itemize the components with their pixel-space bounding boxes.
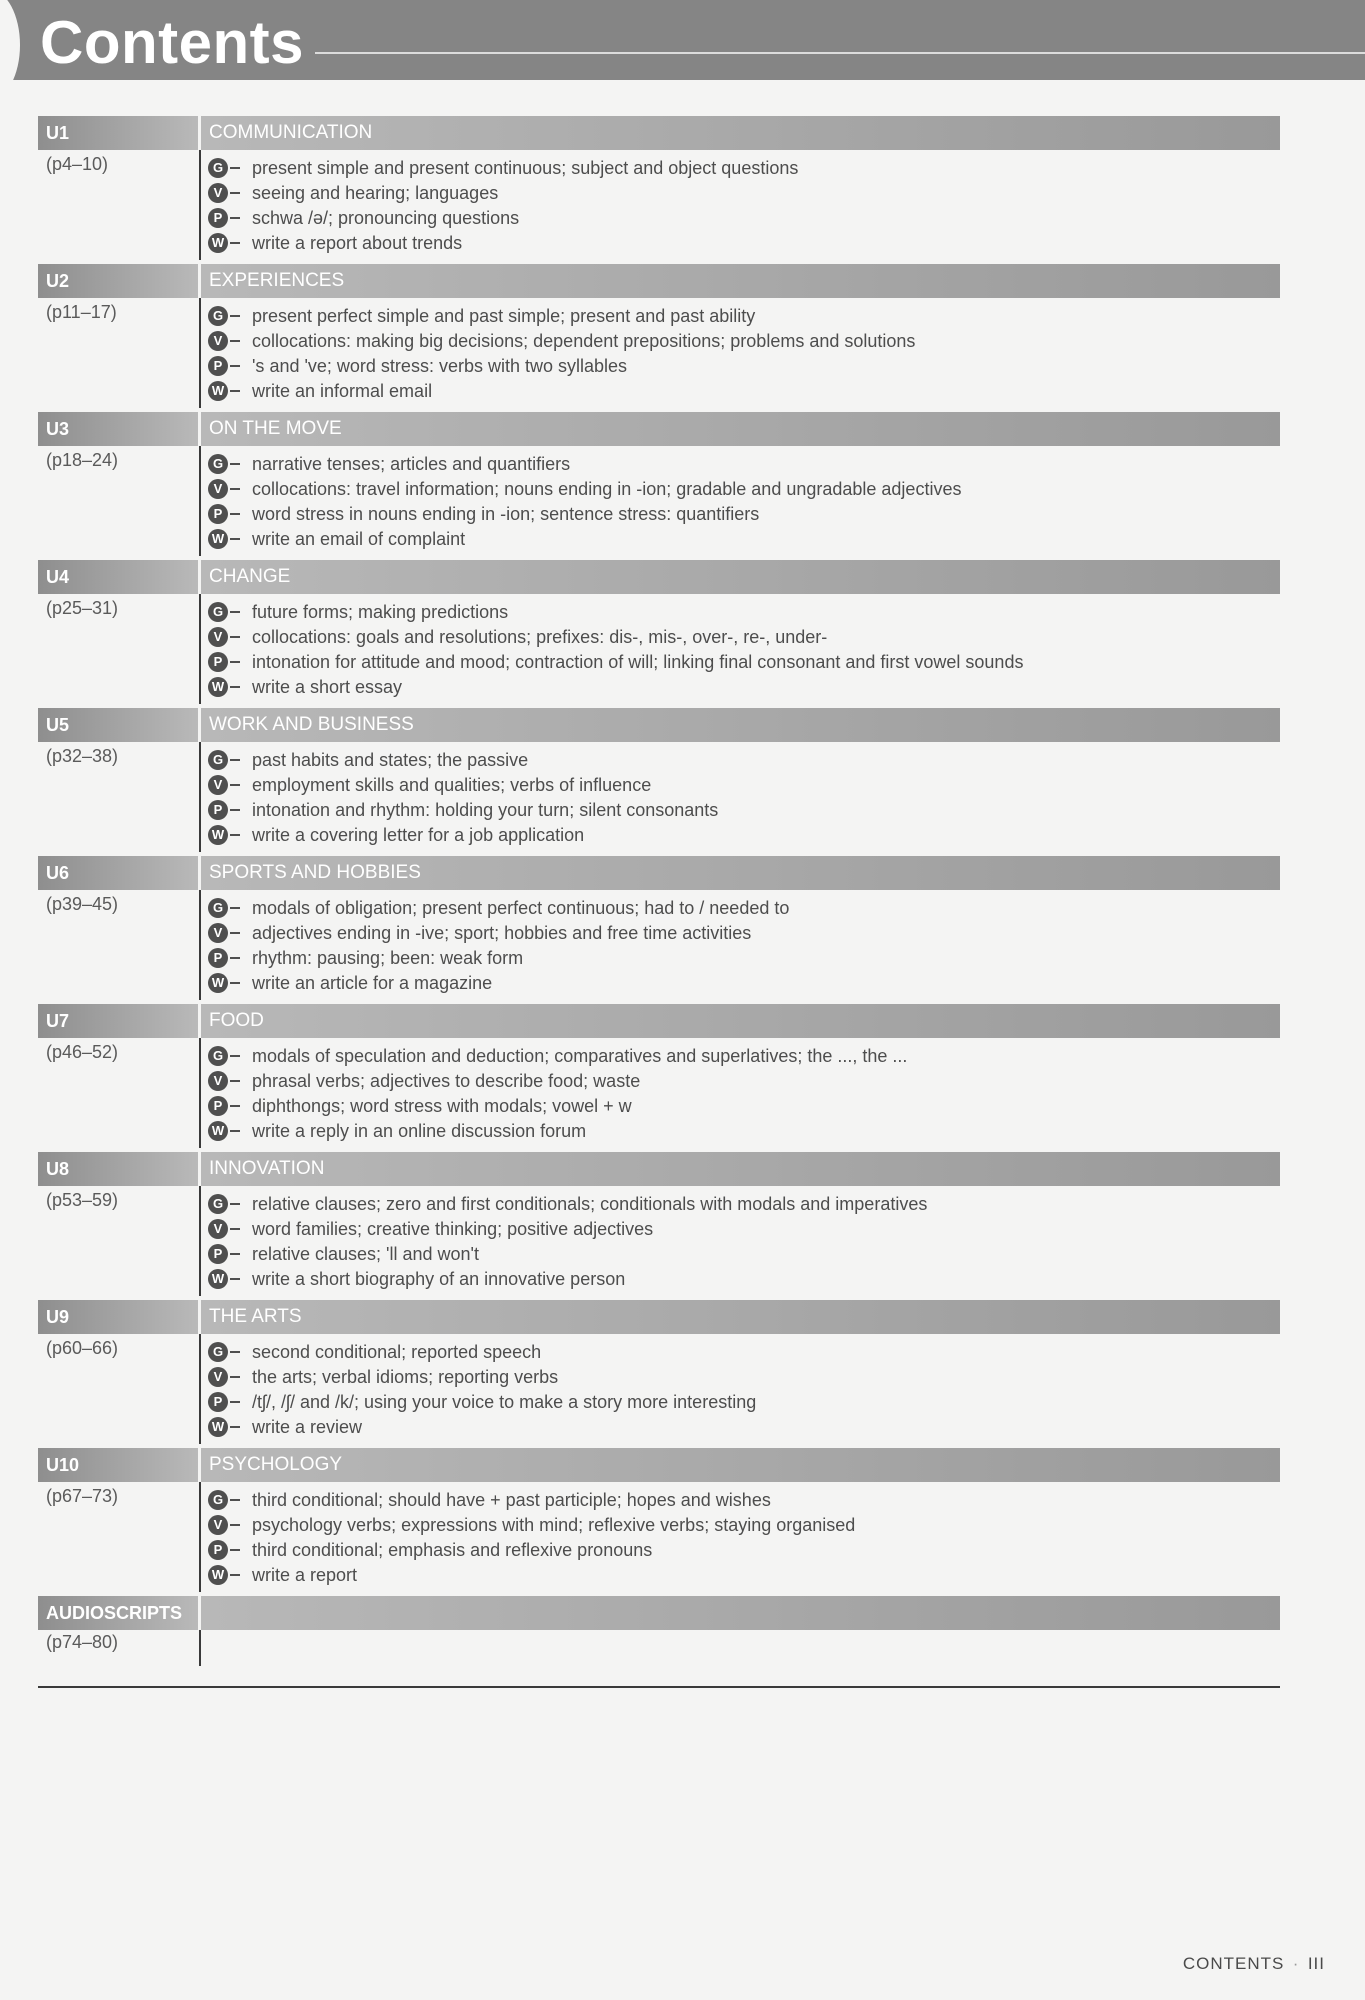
- unit-item: [208, 329, 915, 354]
- unit-pages: (p67–73): [46, 1486, 119, 1506]
- item-text: schwa /ə/; pronouncing questions: [252, 208, 520, 228]
- item-dash: [230, 340, 240, 342]
- unit-item: [208, 600, 1023, 625]
- unit-items: [208, 896, 789, 996]
- unit-items: [208, 748, 718, 848]
- contents-table: [38, 116, 1280, 1666]
- pronunciation-badge-icon: P: [208, 1096, 228, 1116]
- unit-divider: [199, 150, 201, 260]
- item-text: collocations: making big decisions; dependent prepositions; problems and solutions: [252, 331, 916, 351]
- writing-badge-icon: W: [208, 529, 228, 549]
- item-dash: [230, 1130, 240, 1132]
- item-text: word stress in nouns ending in -ion; sentence stress: quantifiers: [252, 504, 760, 524]
- grammar-badge-icon: G: [208, 1342, 228, 1362]
- item-text: diphthongs; word stress with modals; vowel + w: [252, 1096, 632, 1116]
- grammar-badge-icon: G: [208, 454, 228, 474]
- item-text: modals of speculation and deduction; comparatives and superlatives; the ..., the ...: [252, 1046, 908, 1066]
- unit-divider: [199, 446, 201, 556]
- writing-badge-icon: W: [208, 381, 228, 401]
- unit-items: [208, 1044, 907, 1144]
- unit-section: [38, 264, 1280, 412]
- pronunciation-badge-icon: P: [208, 948, 228, 968]
- grammar-badge-icon: G: [208, 1046, 228, 1066]
- item-text: write a report: [252, 1565, 358, 1585]
- item-dash: [230, 538, 240, 540]
- unit-item: [208, 625, 1023, 650]
- unit-section: [38, 1152, 1280, 1300]
- unit-code: U8: [38, 1152, 198, 1186]
- item-dash: [230, 982, 240, 984]
- unit-item: [208, 206, 798, 231]
- unit-title: PSYCHOLOGY: [201, 1448, 1280, 1482]
- unit-pages: (p32–38): [46, 746, 119, 766]
- item-dash: [230, 242, 240, 244]
- item-dash: [230, 513, 240, 515]
- unit-code: U3: [38, 412, 198, 446]
- unit-item: [208, 1488, 855, 1513]
- pronunciation-badge-icon: P: [208, 1244, 228, 1264]
- item-dash: [230, 907, 240, 909]
- item-dash: [230, 932, 240, 934]
- unit-item: [208, 1094, 907, 1119]
- item-text: write a short biography of an innovative person: [252, 1269, 626, 1289]
- pronunciation-badge-icon: P: [208, 356, 228, 376]
- writing-badge-icon: W: [208, 1269, 228, 1289]
- grammar-badge-icon: G: [208, 898, 228, 918]
- unit-title: ON THE MOVE: [201, 412, 1280, 446]
- item-text: write an informal email: [252, 381, 433, 401]
- item-text: write a covering letter for a job application: [252, 825, 585, 845]
- item-dash: [230, 1228, 240, 1230]
- grammar-badge-icon: G: [208, 750, 228, 770]
- item-dash: [230, 784, 240, 786]
- item-dash: [230, 167, 240, 169]
- item-text: psychology verbs; expressions with mind; reflexive verbs; staying organised: [252, 1515, 856, 1535]
- item-dash: [230, 192, 240, 194]
- item-dash: [230, 365, 240, 367]
- item-dash: [230, 1105, 240, 1107]
- unit-section: [38, 1300, 1280, 1448]
- item-dash: [230, 390, 240, 392]
- unit-code: U10: [38, 1448, 198, 1482]
- unit-item: [208, 527, 961, 552]
- vocabulary-badge-icon: V: [208, 479, 228, 499]
- footer-label: CONTENTS: [1182, 1954, 1285, 1973]
- unit-items: [208, 1488, 855, 1588]
- unit-item: [208, 650, 1023, 675]
- unit-item: [208, 1242, 927, 1267]
- unit-item: [208, 354, 915, 379]
- unit-section: [38, 708, 1280, 856]
- item-text: relative clauses; zero and first conditionals; conditionals with modals and imperatives: [252, 1194, 928, 1214]
- unit-item: [208, 1119, 907, 1144]
- unit-item: [208, 1217, 927, 1242]
- unit-title: FOOD: [201, 1004, 1280, 1038]
- unit-divider: [199, 594, 201, 704]
- unit-item: [208, 1069, 907, 1094]
- writing-badge-icon: W: [208, 1565, 228, 1585]
- writing-badge-icon: W: [208, 973, 228, 993]
- pronunciation-badge-icon: P: [208, 1540, 228, 1560]
- unit-pages: (p46–52): [46, 1042, 119, 1062]
- item-text: write a report about trends: [252, 233, 463, 253]
- unit-item: [208, 1513, 855, 1538]
- header-rule: [315, 52, 1365, 54]
- item-dash: [230, 1203, 240, 1205]
- writing-badge-icon: W: [208, 1417, 228, 1437]
- item-dash: [230, 636, 240, 638]
- item-text: word families; creative thinking; positive adjectives: [252, 1219, 654, 1239]
- item-dash: [230, 957, 240, 959]
- page-footer: [1183, 1954, 1325, 1974]
- grammar-badge-icon: G: [208, 158, 228, 178]
- unit-item: [208, 156, 798, 181]
- item-dash: [230, 834, 240, 836]
- unit-items: [208, 600, 1023, 700]
- unit-divider: [199, 742, 201, 852]
- item-text: past habits and states; the passive: [252, 750, 529, 770]
- item-text: modals of obligation; present perfect continuous; had to / needed to: [252, 898, 790, 918]
- pronunciation-badge-icon: P: [208, 652, 228, 672]
- item-text: narrative tenses; articles and quantifiers: [252, 454, 571, 474]
- unit-item: [208, 181, 798, 206]
- unit-code: U1: [38, 116, 198, 150]
- page-number: III: [1307, 1954, 1325, 1973]
- unit-section: [38, 1448, 1280, 1596]
- unit-items: [208, 452, 961, 552]
- unit-item: [208, 971, 789, 996]
- unit-item: [208, 452, 961, 477]
- item-dash: [230, 1426, 240, 1428]
- unit-section: [38, 116, 1280, 264]
- item-text: intonation for attitude and mood; contraction of will; linking final consonant and first vowel sounds: [252, 652, 1024, 672]
- unit-item: [208, 231, 798, 256]
- unit-pages: (p53–59): [46, 1190, 119, 1210]
- unit-item: [208, 1538, 855, 1563]
- unit-item: [208, 896, 789, 921]
- pronunciation-badge-icon: P: [208, 1392, 228, 1412]
- item-text: write a short essay: [252, 677, 403, 697]
- unit-divider: [199, 1038, 201, 1148]
- vocabulary-badge-icon: V: [208, 627, 228, 647]
- unit-pages: (p4–10): [46, 154, 109, 174]
- unit-pages: (p25–31): [46, 598, 119, 618]
- unit-item: [208, 748, 718, 773]
- unit-item: [208, 1563, 855, 1588]
- writing-badge-icon: W: [208, 233, 228, 253]
- unit-item: [208, 304, 915, 329]
- unit-pages: (p11–17): [46, 302, 117, 322]
- item-text: collocations: travel information; nouns ending in -ion; gradable and ungradable adjectives: [252, 479, 962, 499]
- item-text: future forms; making predictions: [252, 602, 509, 622]
- grammar-badge-icon: G: [208, 1490, 228, 1510]
- unit-title: WORK AND BUSINESS: [201, 708, 1280, 742]
- pronunciation-badge-icon: P: [208, 208, 228, 228]
- unit-item: [208, 921, 789, 946]
- unit-items: [208, 1340, 756, 1440]
- item-text: intonation and rhythm: holding your turn; silent consonants: [252, 800, 719, 820]
- unit-item: [208, 1044, 907, 1069]
- writing-badge-icon: W: [208, 825, 228, 845]
- grammar-badge-icon: G: [208, 306, 228, 326]
- grammar-badge-icon: G: [208, 602, 228, 622]
- unit-item: [208, 798, 718, 823]
- unit-item: [208, 946, 789, 971]
- item-dash: [230, 1055, 240, 1057]
- pronunciation-badge-icon: P: [208, 504, 228, 524]
- unit-item: [208, 477, 961, 502]
- writing-badge-icon: W: [208, 1121, 228, 1141]
- item-dash: [230, 661, 240, 663]
- item-text: /tʃ/, /ʃ/ and /k/; using your voice to make a story more interesting: [252, 1392, 757, 1412]
- item-dash: [230, 809, 240, 811]
- item-dash: [230, 1278, 240, 1280]
- unit-divider: [199, 1186, 201, 1296]
- unit-items: [208, 1192, 927, 1292]
- item-dash: [230, 488, 240, 490]
- unit-items: [208, 156, 798, 256]
- unit-item: [208, 773, 718, 798]
- header-curve-decoration: [0, 0, 20, 100]
- unit-section: [38, 412, 1280, 560]
- unit-item: [208, 823, 718, 848]
- item-dash: [230, 686, 240, 688]
- item-text: write an email of complaint: [252, 529, 466, 549]
- page-header: [0, 0, 1365, 80]
- item-dash: [230, 217, 240, 219]
- item-dash: [230, 1351, 240, 1353]
- unit-divider: [199, 1334, 201, 1444]
- item-text: rhythm: pausing; been: weak form: [252, 948, 524, 968]
- unit-title: COMMUNICATION: [201, 116, 1280, 150]
- unit-item: [208, 675, 1023, 700]
- audioscripts-section: [38, 1596, 1280, 1666]
- unit-item: [208, 1192, 927, 1217]
- item-dash: [230, 1574, 240, 1576]
- item-dash: [230, 1253, 240, 1255]
- unit-divider: [199, 1482, 201, 1592]
- unit-divider: [199, 890, 201, 1000]
- unit-code: U5: [38, 708, 198, 742]
- item-text: second conditional; reported speech: [252, 1342, 542, 1362]
- writing-badge-icon: W: [208, 677, 228, 697]
- vocabulary-badge-icon: V: [208, 1219, 228, 1239]
- unit-item: [208, 1415, 756, 1440]
- item-text: write a review: [252, 1417, 363, 1437]
- page-title: Contents: [40, 9, 304, 76]
- vocabulary-badge-icon: V: [208, 1071, 228, 1091]
- audioscripts-bar: [201, 1596, 1280, 1630]
- item-dash: [230, 759, 240, 761]
- item-text: write a reply in an online discussion forum: [252, 1121, 587, 1141]
- pronunciation-badge-icon: P: [208, 800, 228, 820]
- unit-pages: (p18–24): [46, 450, 119, 470]
- unit-section: [38, 560, 1280, 708]
- vocabulary-badge-icon: V: [208, 183, 228, 203]
- item-text: phrasal verbs; adjectives to describe food; waste: [252, 1071, 641, 1091]
- item-text: collocations: goals and resolutions; prefixes: dis-, mis-, over-, re-, under-: [252, 627, 828, 647]
- audioscripts-code: AUDIOSCRIPTS: [38, 1596, 198, 1630]
- item-text: third conditional; emphasis and reflexive pronouns: [252, 1540, 653, 1560]
- unit-pages: (p60–66): [46, 1338, 119, 1358]
- unit-section: [38, 856, 1280, 1004]
- vocabulary-badge-icon: V: [208, 1515, 228, 1535]
- grammar-badge-icon: G: [208, 1194, 228, 1214]
- item-dash: [230, 1499, 240, 1501]
- vocabulary-badge-icon: V: [208, 331, 228, 351]
- unit-section: [38, 1004, 1280, 1152]
- item-text: seeing and hearing; languages: [252, 183, 499, 203]
- unit-code: U6: [38, 856, 198, 890]
- unit-divider: [199, 298, 201, 408]
- item-text: relative clauses; 'll and won't: [252, 1244, 479, 1264]
- vocabulary-badge-icon: V: [208, 923, 228, 943]
- unit-item: [208, 1365, 756, 1390]
- unit-code: U9: [38, 1300, 198, 1334]
- item-text: adjectives ending in -ive; sport; hobbies and free time activities: [252, 923, 752, 943]
- table-bottom-rule: [38, 1686, 1280, 1688]
- item-text: the arts; verbal idioms; reporting verbs: [252, 1367, 559, 1387]
- item-dash: [230, 1524, 240, 1526]
- unit-code: U4: [38, 560, 198, 594]
- unit-title: THE ARTS: [201, 1300, 1280, 1334]
- footer-separator: ·: [1292, 1954, 1300, 1973]
- item-dash: [230, 1401, 240, 1403]
- item-dash: [230, 1549, 240, 1551]
- unit-item: [208, 1390, 756, 1415]
- unit-title: SPORTS AND HOBBIES: [201, 856, 1280, 890]
- vocabulary-badge-icon: V: [208, 775, 228, 795]
- unit-items: [208, 304, 915, 404]
- item-text: 's and 've; word stress: verbs with two syllables: [252, 356, 628, 376]
- audioscripts-pages: (p74–80): [46, 1632, 119, 1652]
- unit-item: [208, 1267, 927, 1292]
- vocabulary-badge-icon: V: [208, 1367, 228, 1387]
- unit-title: EXPERIENCES: [201, 264, 1280, 298]
- unit-code: U2: [38, 264, 198, 298]
- item-dash: [230, 1376, 240, 1378]
- item-text: present simple and present continuous; subject and object questions: [252, 158, 799, 178]
- unit-title: INNOVATION: [201, 1152, 1280, 1186]
- item-text: third conditional; should have + past participle; hopes and wishes: [252, 1490, 771, 1510]
- unit-item: [208, 502, 961, 527]
- item-dash: [230, 611, 240, 613]
- item-text: employment skills and qualities; verbs of influence: [252, 775, 652, 795]
- item-text: present perfect simple and past simple; present and past ability: [252, 306, 756, 326]
- unit-item: [208, 1340, 756, 1365]
- unit-divider: [199, 1630, 201, 1666]
- item-text: write an article for a magazine: [252, 973, 493, 993]
- item-dash: [230, 463, 240, 465]
- item-dash: [230, 1080, 240, 1082]
- item-dash: [230, 315, 240, 317]
- unit-item: [208, 379, 915, 404]
- unit-code: U7: [38, 1004, 198, 1038]
- unit-title: CHANGE: [201, 560, 1280, 594]
- unit-pages: (p39–45): [46, 894, 119, 914]
